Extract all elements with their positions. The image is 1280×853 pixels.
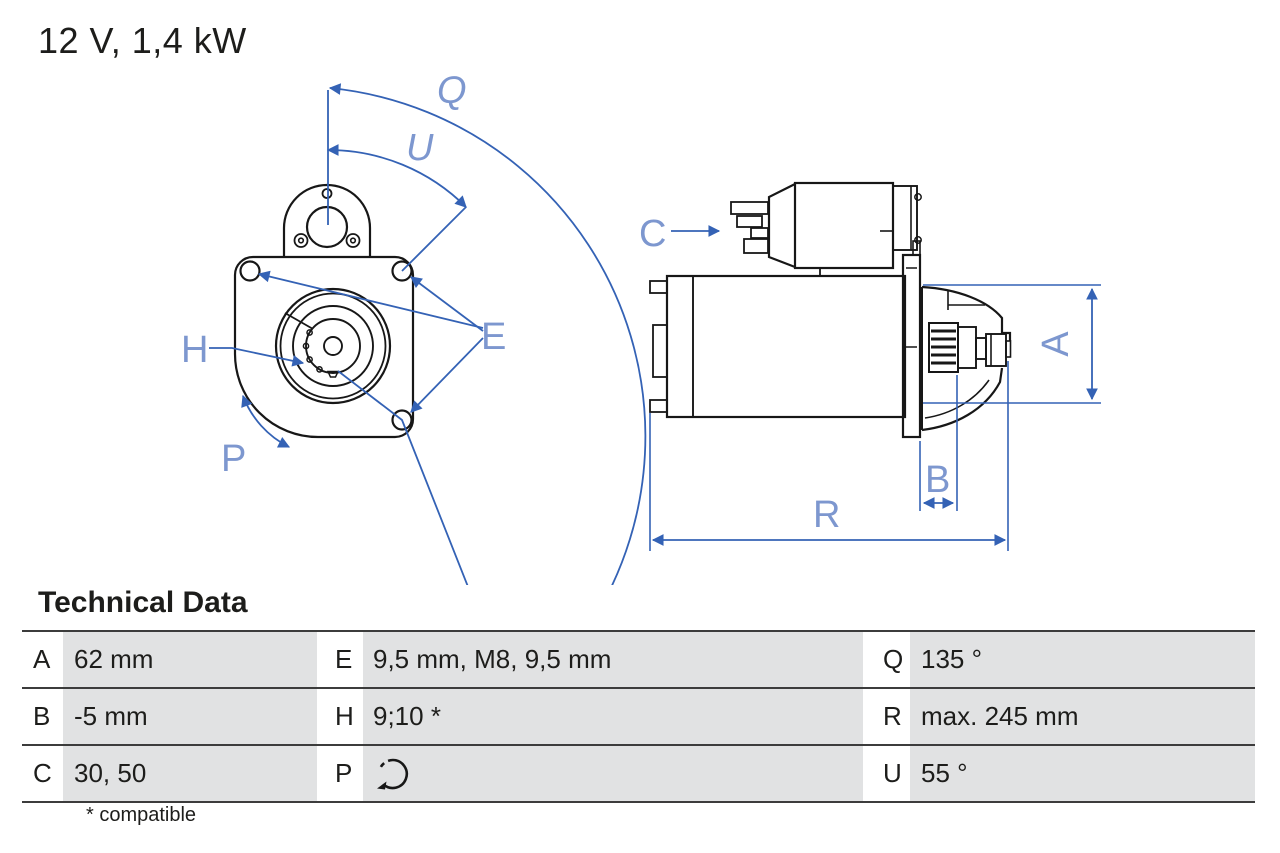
- label-q: Q: [437, 70, 467, 112]
- param-value: 135 °: [910, 632, 1255, 687]
- dimension-p: [243, 396, 289, 447]
- param-key: Q: [863, 632, 910, 687]
- param-key: P: [317, 746, 363, 801]
- param-value: -5 mm: [63, 689, 317, 744]
- param-value: 55 °: [910, 746, 1255, 801]
- param-key: B: [22, 689, 63, 744]
- solenoid-terminal: [737, 216, 762, 227]
- param-value: 9,5 mm, M8, 9,5 mm: [363, 632, 863, 687]
- label-b: B: [925, 459, 951, 501]
- label-e: E: [481, 316, 507, 358]
- param-key: R: [863, 689, 910, 744]
- solenoid-terminal: [731, 202, 768, 214]
- drive-bell-bottom: [922, 368, 1002, 430]
- param-key: E: [317, 632, 363, 687]
- spline-bore: [306, 319, 360, 373]
- technical-data-table: [22, 630, 1255, 803]
- param-key: A: [22, 632, 63, 687]
- label-h: H: [181, 329, 209, 371]
- solenoid-body: [795, 183, 893, 268]
- label-c: C: [639, 213, 667, 255]
- shaft-center-hole: [324, 337, 342, 355]
- solenoid-terminal: [744, 239, 768, 253]
- table-row: [22, 687, 1255, 744]
- rear-cover-block: [653, 325, 667, 377]
- label-u: U: [406, 127, 434, 169]
- front-view: [235, 185, 413, 437]
- side-view-dimensions: [650, 231, 1101, 551]
- param-value-icon: [363, 746, 863, 801]
- param-key: H: [317, 689, 363, 744]
- solenoid-terminal: [751, 228, 768, 238]
- label-p: P: [221, 438, 247, 480]
- param-value: 9;10 *: [363, 689, 863, 744]
- param-key: C: [22, 746, 63, 801]
- tab-center-hole: [307, 207, 347, 247]
- param-value: max. 245 mm: [910, 689, 1255, 744]
- pinion-shaft: [976, 338, 986, 359]
- param-key: U: [863, 746, 910, 801]
- technical-data-heading: Technical Data: [38, 586, 248, 619]
- label-a: A: [1035, 331, 1077, 357]
- param-value: 30, 50: [63, 746, 317, 801]
- motor-housing: [667, 276, 905, 417]
- page-title: 12 V, 1,4 kW: [38, 20, 247, 61]
- param-value: 62 mm: [63, 632, 317, 687]
- label-r: R: [813, 494, 841, 536]
- mount-hole-top-left: [241, 262, 260, 281]
- table-row: [22, 630, 1255, 687]
- dimension-h: [209, 348, 303, 363]
- table-footnote: * compatible: [86, 804, 197, 826]
- table-row: [22, 744, 1255, 803]
- drive-bell-top: [922, 287, 1010, 341]
- dimension-u: [328, 150, 466, 271]
- solenoid-cap: [769, 184, 795, 267]
- rotation-direction-icon: [373, 755, 411, 793]
